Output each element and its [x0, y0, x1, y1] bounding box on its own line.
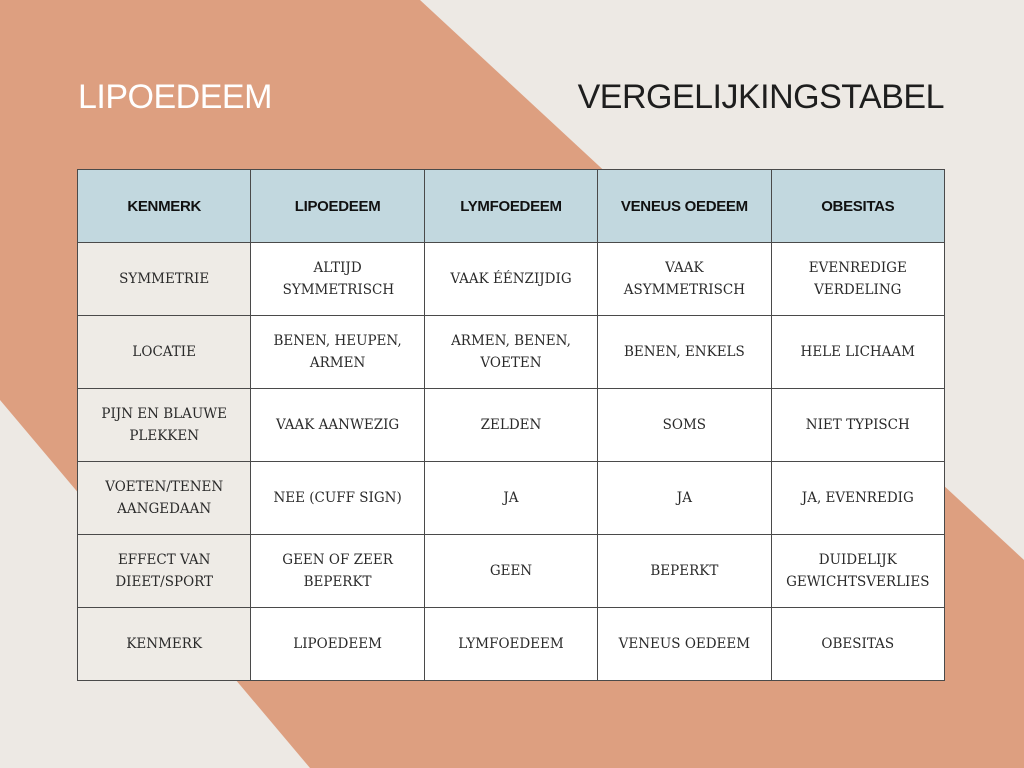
header-cell: VENEUS OEDEEM	[598, 170, 771, 243]
table-cell: SOMS	[598, 389, 771, 462]
table-cell	[598, 243, 771, 316]
cell-text: BENEN, HEUPEN, ARMEN	[273, 333, 402, 371]
table-cell: HELE LICHAAM	[771, 316, 944, 389]
table-row	[78, 316, 945, 389]
header-cell: LYMFOEDEEM	[424, 170, 597, 243]
row-label: VOETEN/TENEN AANGEDAAN	[78, 462, 251, 535]
table-cell: VAAK AANWEZIG	[251, 389, 424, 462]
row-label: KENMERK	[78, 608, 251, 681]
header-cell: KENMERK	[78, 170, 251, 243]
table-row	[78, 389, 945, 462]
table-row	[78, 462, 945, 535]
cell-text: ARMEN, BENEN, VOETEN	[451, 333, 571, 371]
header-cell: LIPOEDEEM	[251, 170, 424, 243]
table-row	[78, 535, 945, 608]
cell-text: GEEN OF ZEER BEPERKT	[282, 552, 393, 590]
table-cell	[251, 535, 424, 608]
table-cell: GEEN	[424, 535, 597, 608]
table-row	[78, 608, 945, 681]
row-label: SYMMETRIE	[78, 243, 251, 316]
row-label: PIJN EN BLAUWE PLEKKEN	[78, 389, 251, 462]
table-row	[78, 243, 945, 316]
table-cell: LIPOEDEEM	[251, 608, 424, 681]
cell-text: VAAK ASYMMETRISCH	[623, 260, 745, 298]
table-cell: LYMFOEDEEM	[424, 608, 597, 681]
table-cell: NIET TYPISCH	[771, 389, 944, 462]
table-cell: NEE (CUFF SIGN)	[251, 462, 424, 535]
table-cell	[251, 243, 424, 316]
table-header-row	[78, 170, 945, 243]
table-cell: ZELDEN	[424, 389, 597, 462]
table-cell: VAAK ÉÉNZIJDIG	[424, 243, 597, 316]
table-cell	[424, 316, 597, 389]
cell-text: DUIDELIJK GEWICHTSVERLIES	[786, 552, 930, 590]
page-subtitle: VERGELIJKINGSTABEL	[577, 78, 944, 116]
table-cell: OBESITAS	[771, 608, 944, 681]
cell-text: EVENREDIGE VERDELING	[808, 260, 907, 298]
table-cell	[771, 243, 944, 316]
table-cell	[771, 535, 944, 608]
row-label: EFFECT VAN DIEET/SPORT	[78, 535, 251, 608]
row-label: LOCATIE	[78, 316, 251, 389]
comparison-table	[77, 169, 945, 681]
table-cell: JA	[424, 462, 597, 535]
table-cell: JA, EVENREDIG	[771, 462, 944, 535]
page-title: LIPOEDEEM	[78, 78, 272, 116]
table-cell: BEPERKT	[598, 535, 771, 608]
header-cell: OBESITAS	[771, 170, 944, 243]
table-cell: JA	[598, 462, 771, 535]
cell-text: ALTIJD SYMMETRISCH	[282, 260, 395, 298]
table-cell	[251, 316, 424, 389]
table-cell: BENEN, ENKELS	[598, 316, 771, 389]
table-cell: VENEUS OEDEEM	[598, 608, 771, 681]
